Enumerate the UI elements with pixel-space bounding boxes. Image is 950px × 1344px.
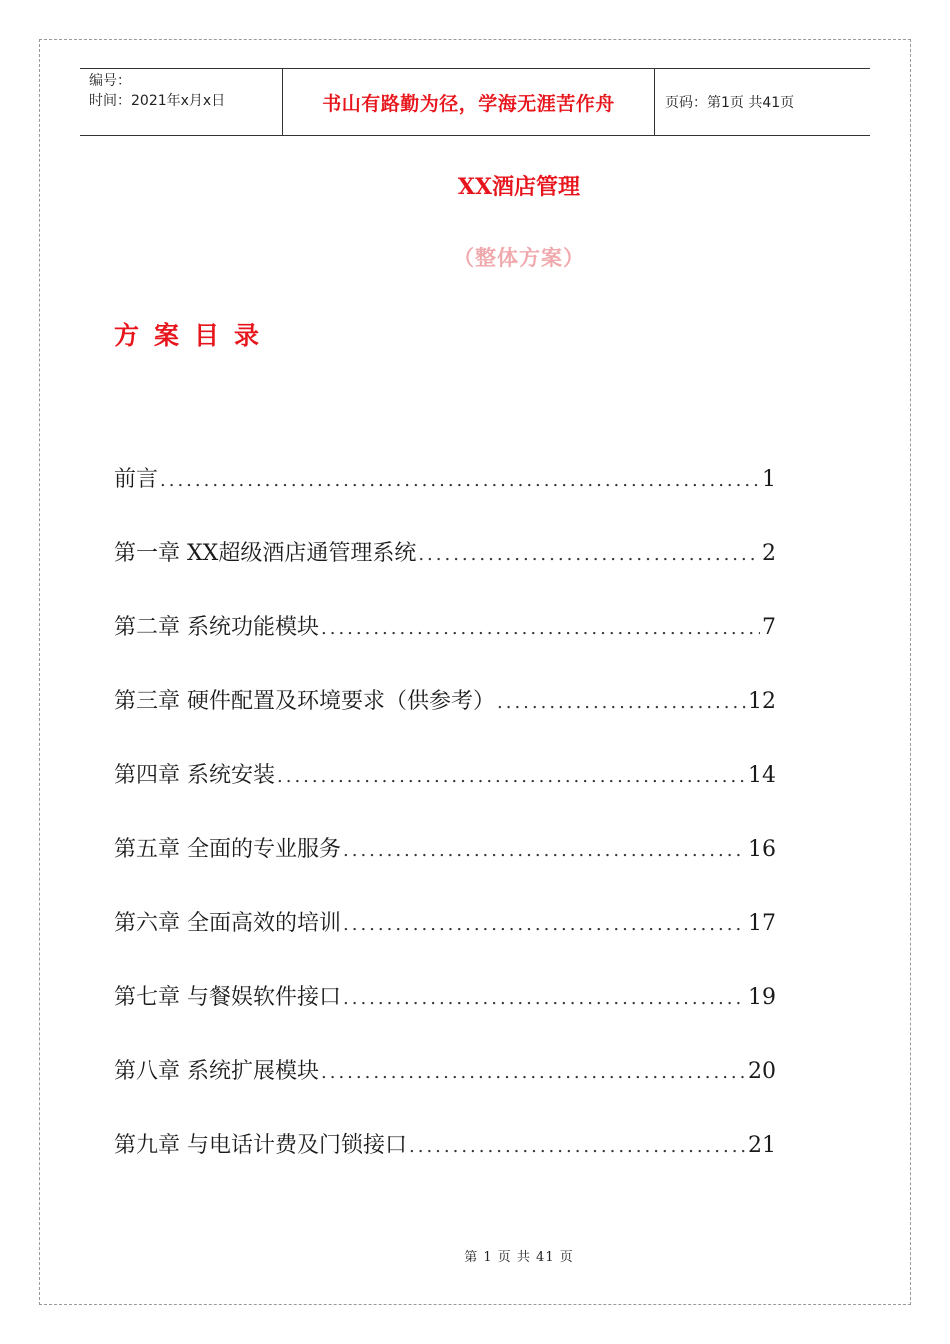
header-page-info: 页码：第1页 共41页: [665, 95, 795, 111]
document-number-label: 编号：: [89, 73, 131, 89]
toc-entry-page: 19: [748, 985, 776, 1010]
toc-entry[interactable]: [114, 832, 776, 906]
toc-entry[interactable]: [114, 1054, 776, 1128]
toc-entry-label: 第六章 全面高效的培训: [114, 911, 341, 936]
toc-leader-dots: [277, 766, 746, 787]
toc-entry-page: 2: [762, 541, 776, 566]
toc-leader-dots: [343, 988, 746, 1009]
toc-entry-label: 第八章 系统扩展模块: [114, 1059, 319, 1084]
toc-heading: 方案目录: [114, 321, 275, 350]
toc-entry-label: 第一章 XX超级酒店通管理系统: [114, 541, 417, 566]
toc-entry[interactable]: [114, 610, 776, 684]
toc-entry-label: 第七章 与餐娱软件接口: [114, 985, 341, 1010]
header-left-cell: [80, 69, 282, 135]
document-date: 时间：2021年x月x日: [89, 93, 226, 109]
toc-leader-dots: [160, 470, 760, 491]
toc-leader-dots: [321, 1062, 746, 1083]
document-subtitle: （整体方案）: [453, 245, 585, 270]
toc-entry-page: 7: [762, 615, 776, 640]
toc-entry-label: 第二章 系统功能模块: [114, 615, 319, 640]
header-table: [80, 68, 870, 136]
toc-entry-page: 17: [748, 911, 776, 936]
page-footer: 第 1 页 共 41 页: [464, 1250, 574, 1265]
toc-entry[interactable]: [114, 980, 776, 1054]
toc-entry-page: 14: [748, 763, 776, 788]
toc-leader-dots: [321, 618, 760, 639]
toc-entry[interactable]: [114, 758, 776, 832]
header-motto: 书山有路勤为径，学海无涯苦作舟: [282, 69, 655, 135]
toc-entry[interactable]: [114, 906, 776, 980]
toc-entry-label: 前言: [114, 467, 159, 492]
toc-leader-dots: [343, 840, 746, 861]
toc-leader-dots: [343, 914, 746, 935]
toc-entry-label: 第九章 与电话计费及门锁接口: [114, 1133, 407, 1158]
document-title: XX酒店管理: [457, 174, 581, 200]
toc-leader-dots: [409, 1136, 746, 1157]
toc-entry[interactable]: [114, 684, 776, 758]
toc-entry[interactable]: [114, 462, 776, 536]
table-of-contents: [114, 462, 776, 1202]
toc-entry-label: 第五章 全面的专业服务: [114, 837, 341, 862]
toc-entry-page: 16: [748, 837, 776, 862]
toc-entry-label: 第三章 硬件配置及环境要求（供参考）: [114, 689, 495, 714]
toc-entry-page: 20: [748, 1059, 776, 1084]
toc-entry[interactable]: [114, 536, 776, 610]
toc-entry-page: 12: [748, 689, 776, 714]
toc-leader-dots: [418, 544, 760, 565]
toc-entry-label: 第四章 系统安装: [114, 763, 275, 788]
toc-entry-page: 1: [762, 467, 776, 492]
toc-entry[interactable]: [114, 1128, 776, 1202]
toc-entry-page: 21: [748, 1133, 776, 1158]
toc-leader-dots: [497, 692, 746, 713]
